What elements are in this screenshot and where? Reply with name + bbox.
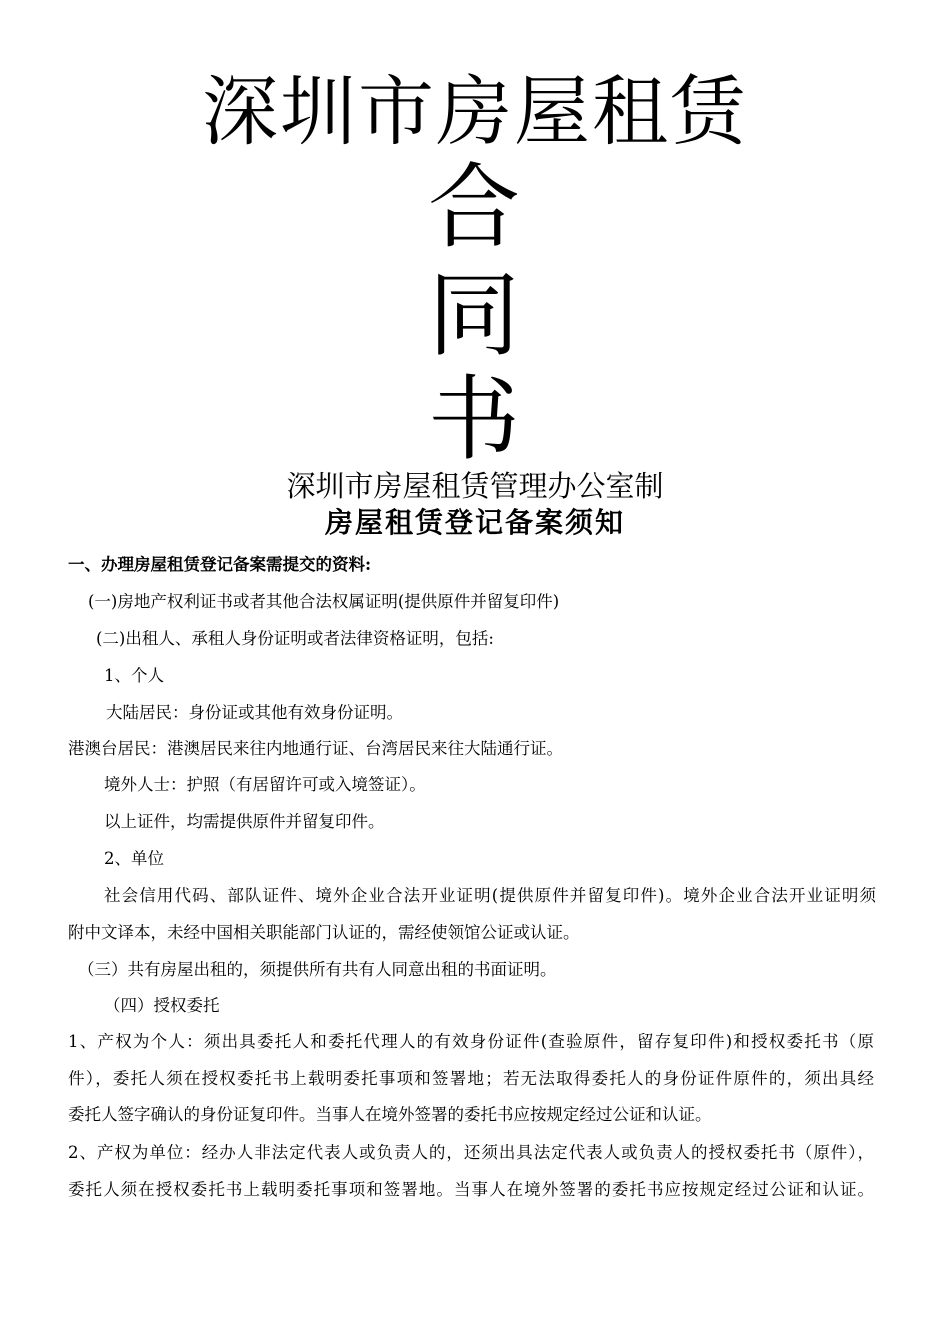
paragraph-item-9b: 附中文译本，未经中国相关职能部门认证的，需经使领馆公证或认证。 — [68, 923, 580, 942]
contract-title-line-1: 深圳市房屋租赁 — [202, 67, 748, 156]
notice-title: 房屋租赁登记备案须知 — [324, 506, 625, 539]
paragraph-item-13b: 委托人须在授权委托书上载明委托事项和签署地。当事人在境外签署的委托书应按规定经过公证和认证。 — [68, 1180, 874, 1199]
contract-title-line-2: 合 — [427, 154, 522, 261]
paragraph-item-12b: 件），委托人须在授权委托书上载明委托事项和签署地；若无法取得委托人的身份证件原件的，须出具经 — [68, 1069, 874, 1088]
issuer-line: 深圳市房屋租赁管理办公室制 — [286, 469, 664, 503]
paragraph-item-12c: 委托人签字确认的身份证复印件。当事人在境外签署的委托书应按规定经过公证和认证。 — [68, 1105, 712, 1124]
contract-title-line-4: 书 — [427, 366, 522, 473]
paragraph-item-13a: 2、产权为单位：经办人非法定代表人或负责人的，还须出具法定代表人或负责人的授权委托书（原件）， — [68, 1143, 874, 1162]
paragraph-item-8: 2、单位 — [104, 849, 164, 868]
paragraph-item-5: 港澳台居民：港澳居民来往内地通行证、台湾居民来往大陆通行证。 — [68, 739, 563, 758]
paragraph-item-10: （三）共有房屋出租的，须提供所有共有人同意出租的书面证明。 — [78, 960, 557, 979]
paragraph-item-7: 以上证件，均需提供原件并留复印件。 — [104, 812, 385, 831]
paragraph-item-9a: 社会信用代码、部队证件、境外企业合法开业证明(提供原件并留复印件)。境外企业合法开业证明须 — [104, 886, 876, 905]
paragraph-item-6: 境外人士：护照（有居留许可或入境签证）。 — [104, 775, 426, 794]
paragraph-item-4: 大陆居民：身份证或其他有效身份证明。 — [106, 703, 403, 722]
paragraph-item-11: （四）授权委托 — [104, 996, 220, 1015]
paragraph-item-3: 1、个人 — [104, 666, 164, 685]
section-heading: 一、办理房屋租赁登记备案需提交的资料: — [68, 555, 372, 574]
paragraph-item-2: (二)出租人、承租人身份证明或者法律资格证明，包括: — [96, 629, 494, 648]
paragraph-item-1: (一)房地产权利证书或者其他合法权属证明(提供原件并留复印件) — [88, 592, 560, 611]
contract-title-line-3: 同 — [427, 262, 522, 369]
paragraph-item-12a: 1、产权为个人：须出具委托人和委托代理人的有效身份证件(查验原件，留存复印件)和授权委托书（原 — [68, 1032, 874, 1051]
